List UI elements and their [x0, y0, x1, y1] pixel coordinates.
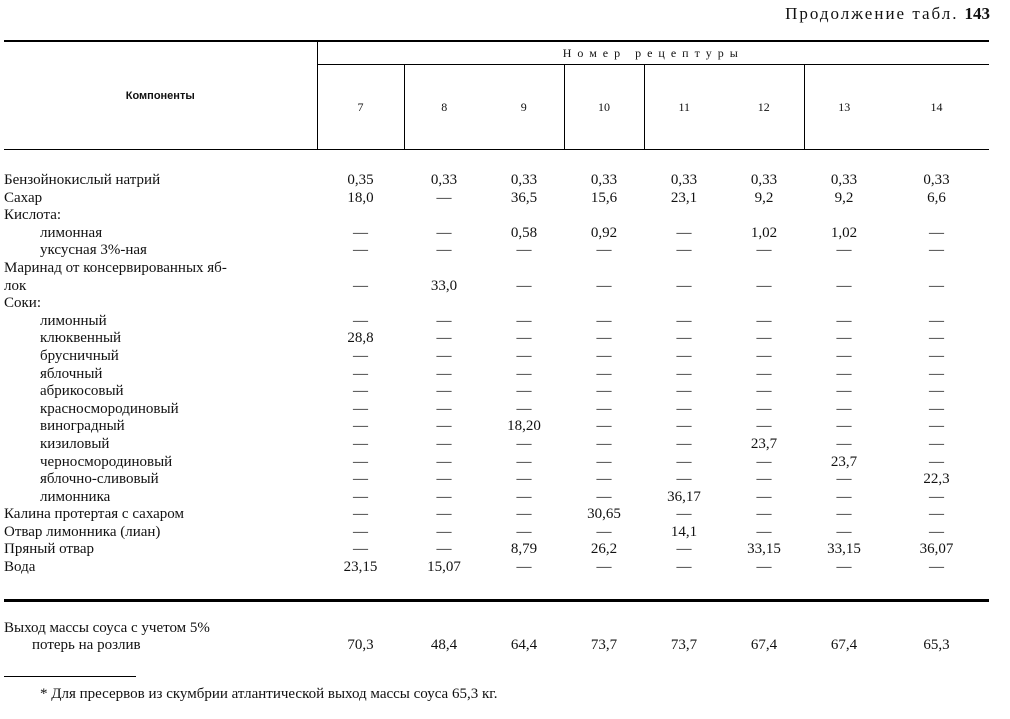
cell-value: [564, 207, 644, 225]
output-label-line1: Выход массы соуса с учетом 5%: [4, 619, 210, 636]
cell-value: —: [436, 347, 452, 364]
cell-value: [884, 260, 989, 278]
output-value: 64,4: [510, 637, 538, 654]
cell-value: —: [676, 224, 692, 241]
table-row: [4, 260, 989, 278]
cell-value: —: [353, 488, 368, 505]
cell-value: —: [929, 277, 944, 294]
cell-value: —: [596, 523, 612, 540]
column-header-7: 7: [317, 65, 404, 150]
cell-value: [884, 295, 989, 313]
cell-value: —: [436, 365, 452, 382]
cell-value: —: [596, 383, 612, 400]
cell-value: 0,35: [347, 172, 374, 188]
cell-value: —: [436, 488, 452, 505]
table-row: [4, 489, 989, 507]
cell-value: —: [929, 347, 944, 364]
column-header-8: 8: [441, 99, 448, 114]
cell-value: —: [516, 330, 532, 347]
table-row: [4, 207, 989, 225]
cell-value: —: [756, 400, 772, 417]
cell-value: 0,33: [430, 172, 458, 188]
cell-value: [564, 295, 644, 313]
cell-value: —: [353, 312, 368, 329]
cell-value: —: [596, 559, 612, 576]
component-name: брусничный: [40, 347, 119, 364]
cell-value: —: [929, 453, 944, 470]
table-body: [4, 150, 989, 655]
cell-value: —: [929, 506, 944, 523]
component-name: Соки:: [4, 295, 41, 312]
cell-value: 1,02: [830, 224, 858, 241]
cell-value: —: [516, 312, 532, 329]
cell-value: —: [436, 383, 452, 400]
cell-value: 8,79: [510, 541, 538, 558]
cell-value: —: [836, 277, 852, 294]
cell-value: [804, 207, 884, 225]
cell-value: —: [516, 347, 532, 364]
cell-value: —: [929, 365, 944, 382]
cell-value: —: [436, 506, 452, 523]
cell-value: —: [929, 523, 944, 540]
cell-value: 23,7: [830, 453, 858, 470]
cell-value: —: [836, 347, 852, 364]
output-value: 73,7: [670, 637, 698, 654]
cell-value: [484, 207, 564, 225]
cell-value: [317, 207, 404, 225]
cell-value: —: [756, 559, 772, 576]
table-continuation-header: [785, 4, 990, 24]
cell-value: [804, 260, 884, 278]
cell-value: —: [676, 471, 692, 488]
cell-value: —: [836, 506, 852, 523]
cell-value: —: [516, 471, 532, 488]
column-header-13: 13: [838, 99, 851, 114]
table-row: [4, 242, 989, 260]
table-row: [4, 436, 989, 454]
component-name: Маринад от консервированных яб-: [4, 259, 227, 276]
cell-value: 33,0: [430, 277, 458, 294]
component-name: Сахар: [4, 189, 43, 206]
cell-value: —: [353, 418, 368, 435]
cell-value: —: [836, 523, 852, 540]
column-header-9: 9: [484, 65, 564, 150]
cell-value: 26,2: [590, 541, 618, 558]
cell-value: —: [436, 453, 452, 470]
table-row: [4, 348, 989, 366]
cell-value: —: [596, 400, 612, 417]
cell-value: —: [756, 347, 772, 364]
component-name: красносмородиновый: [40, 400, 179, 417]
cell-value: —: [516, 453, 532, 470]
cell-value: —: [929, 418, 944, 435]
component-name: Отвар лимонника (лиан): [4, 523, 161, 540]
recipe-number-header: Номер рецептуры: [317, 41, 989, 65]
cell-value: [404, 207, 484, 225]
cell-value: —: [436, 189, 452, 206]
cell-value: —: [516, 488, 532, 505]
cell-value: 0,92: [590, 224, 618, 241]
column-header-12: 12: [724, 65, 804, 150]
cell-value: —: [516, 435, 532, 452]
table-row: [4, 524, 989, 542]
cell-value: —: [676, 435, 692, 452]
component-name: лимонный: [40, 312, 107, 329]
cell-value: —: [436, 471, 452, 488]
cell-value: 18,20: [507, 418, 541, 435]
cell-value: —: [836, 312, 852, 329]
component-name: уксусная 3%-ная: [40, 242, 147, 259]
table-row: [4, 506, 989, 524]
output-value: 65,3: [923, 637, 950, 654]
component-name: кизиловый: [40, 435, 110, 452]
cell-value: —: [756, 365, 772, 382]
cell-value: [644, 260, 724, 278]
cell-value: —: [516, 242, 532, 259]
cell-value: —: [929, 488, 944, 505]
cell-value: —: [929, 312, 944, 329]
cell-value: —: [836, 365, 852, 382]
cell-value: —: [436, 312, 452, 329]
cell-value: —: [676, 312, 692, 329]
cell-value: —: [929, 435, 944, 452]
cell-value: —: [756, 383, 772, 400]
column-header-14: 14: [930, 99, 943, 114]
cell-value: —: [756, 418, 772, 435]
table-row: [4, 313, 989, 331]
cell-value: —: [836, 471, 852, 488]
component-name: абрикосовый: [40, 383, 124, 400]
cell-value: [564, 260, 644, 278]
cell-value: —: [436, 400, 452, 417]
component-name: лок: [4, 277, 27, 294]
component-name: клюквенный: [40, 330, 122, 347]
continuation-label: Продолжение табл.: [785, 4, 959, 23]
cell-value: —: [516, 383, 532, 400]
cell-value: —: [836, 559, 852, 576]
output-value: 67,4: [750, 637, 778, 654]
cell-value: —: [676, 506, 692, 523]
cell-value: —: [353, 277, 368, 294]
recipe-table: [4, 40, 989, 655]
cell-value: —: [756, 330, 772, 347]
table-row: [4, 383, 989, 401]
cell-value: —: [676, 400, 692, 417]
cell-value: —: [756, 523, 772, 540]
cell-value: —: [353, 400, 368, 417]
cell-value: —: [596, 312, 612, 329]
table-row: [4, 278, 989, 296]
cell-value: —: [836, 330, 852, 347]
cell-value: 0,33: [590, 172, 618, 188]
cell-value: [884, 207, 989, 225]
cell-value: —: [516, 506, 532, 523]
component-name: Бензойнокислый натрий: [4, 172, 161, 188]
output-label-line2: потерь на розлив: [32, 637, 141, 654]
cell-value: —: [676, 330, 692, 347]
cell-value: —: [836, 435, 852, 452]
output-value: 48,4: [430, 637, 458, 654]
cell-value: —: [596, 330, 612, 347]
cell-value: —: [836, 383, 852, 400]
cell-value: —: [353, 541, 368, 558]
component-name: виноградный: [40, 418, 125, 435]
cell-value: —: [596, 435, 612, 452]
cell-value: —: [756, 506, 772, 523]
cell-value: 15,6: [590, 189, 618, 206]
cell-value: [317, 260, 404, 278]
cell-value: —: [353, 383, 368, 400]
component-name: яблочный: [40, 365, 103, 382]
cell-value: —: [596, 242, 612, 259]
component-name: Пряный отвар: [4, 541, 95, 558]
cell-value: 14,1: [670, 523, 698, 540]
cell-value: [724, 207, 804, 225]
cell-value: 0,33: [830, 172, 858, 188]
cell-value: [404, 295, 484, 313]
cell-value: 22,3: [923, 471, 950, 488]
cell-value: 0,33: [750, 172, 778, 188]
cell-value: —: [516, 365, 532, 382]
cell-value: 23,15: [343, 559, 378, 576]
cell-value: —: [676, 541, 692, 558]
component-name: Кислота:: [4, 207, 62, 224]
cell-value: 9,2: [834, 189, 854, 206]
cell-value: [404, 260, 484, 278]
cell-value: —: [929, 559, 944, 576]
cell-value: —: [596, 471, 612, 488]
cell-value: [724, 295, 804, 313]
footnote-divider: [4, 676, 136, 677]
output-value: 70,3: [347, 637, 374, 654]
cell-value: —: [676, 559, 692, 576]
cell-value: —: [436, 435, 452, 452]
cell-value: [484, 295, 564, 313]
table-header: [4, 41, 989, 150]
cell-value: —: [929, 383, 944, 400]
cell-value: [804, 295, 884, 313]
cell-value: —: [929, 330, 944, 347]
cell-value: 36,17: [667, 488, 701, 505]
cell-value: [644, 295, 724, 313]
cell-value: —: [836, 418, 852, 435]
cell-value: —: [836, 488, 852, 505]
cell-value: —: [676, 418, 692, 435]
cell-value: 6,6: [927, 189, 946, 206]
output-row: [4, 637, 989, 655]
cell-value: —: [756, 312, 772, 329]
cell-value: —: [516, 559, 532, 576]
cell-value: —: [353, 453, 368, 470]
components-header: Компоненты: [4, 41, 317, 150]
cell-value: 36,07: [919, 541, 954, 558]
table-row: [4, 541, 989, 559]
cell-value: [644, 207, 724, 225]
cell-value: —: [756, 488, 772, 505]
cell-value: 1,02: [750, 224, 778, 241]
cell-value: 23,1: [670, 189, 698, 206]
cell-value: —: [596, 277, 612, 294]
component-name: черносмородиновый: [40, 453, 173, 470]
component-name: яблочно-сливовый: [40, 471, 159, 488]
cell-value: [317, 295, 404, 313]
table-row: [4, 330, 989, 348]
cell-value: —: [596, 365, 612, 382]
table-row: [4, 366, 989, 384]
component-name: Вода: [4, 559, 36, 576]
cell-value: [484, 260, 564, 278]
cell-value: —: [836, 400, 852, 417]
cell-value: —: [676, 277, 692, 294]
cell-value: 33,15: [827, 541, 861, 558]
cell-value: —: [436, 330, 452, 347]
cell-value: 0,33: [923, 172, 950, 188]
table-row: [4, 454, 989, 472]
cell-value: —: [436, 418, 452, 435]
cell-value: 28,8: [347, 330, 374, 347]
cell-value: —: [596, 418, 612, 435]
output-row: [4, 620, 989, 638]
component-name: Калина протертая с сахаром: [4, 506, 185, 523]
cell-value: —: [836, 242, 852, 259]
cell-value: —: [596, 488, 612, 505]
cell-value: —: [596, 347, 612, 364]
cell-value: —: [436, 523, 452, 540]
cell-value: —: [353, 471, 368, 488]
cell-value: —: [353, 224, 368, 241]
cell-value: —: [436, 541, 452, 558]
cell-value: —: [676, 242, 692, 259]
cell-value: —: [436, 224, 452, 241]
component-name: лимонника: [40, 488, 111, 505]
cell-value: —: [676, 453, 692, 470]
cell-value: —: [756, 242, 772, 259]
output-value: 73,7: [590, 637, 618, 654]
cell-value: —: [353, 242, 368, 259]
table-row: [4, 401, 989, 419]
cell-value: 0,33: [510, 172, 538, 188]
component-name: лимонная: [40, 224, 103, 241]
table-row: [4, 190, 989, 208]
footnote: * Для пресервов из скумбрии атлантической выход массы соуса 65,3 кг.: [40, 686, 498, 702]
table-row: [4, 172, 989, 190]
cell-value: 18,0: [347, 189, 374, 206]
cell-value: 9,2: [754, 189, 774, 206]
column-header-11: 11: [678, 99, 691, 114]
cell-value: 36,5: [510, 189, 538, 206]
cell-value: —: [756, 471, 772, 488]
table-row: [4, 471, 989, 489]
cell-value: —: [929, 400, 944, 417]
cell-value: —: [436, 242, 452, 259]
table-row: [4, 295, 989, 313]
cell-value: —: [929, 224, 944, 241]
cell-value: —: [516, 277, 532, 294]
cell-value: —: [516, 523, 532, 540]
cell-value: —: [676, 347, 692, 364]
cell-value: —: [353, 523, 368, 540]
column-header-10: 10: [564, 65, 644, 150]
cell-value: 30,65: [587, 506, 621, 523]
table-number: 143: [964, 4, 990, 23]
table-row: [4, 418, 989, 436]
cell-value: —: [516, 400, 532, 417]
cell-value: —: [929, 242, 944, 259]
table-row: [4, 559, 989, 577]
cell-value: 23,7: [750, 435, 778, 452]
cell-value: —: [756, 453, 772, 470]
table-row: [4, 225, 989, 243]
cell-value: —: [353, 435, 368, 452]
output-value: 67,4: [830, 637, 858, 654]
cell-value: 15,07: [427, 559, 461, 576]
cell-value: —: [353, 506, 368, 523]
cell-value: —: [353, 365, 368, 382]
cell-value: 0,58: [510, 224, 538, 241]
cell-value: —: [596, 453, 612, 470]
cell-value: —: [676, 365, 692, 382]
cell-value: —: [353, 347, 368, 364]
cell-value: [724, 260, 804, 278]
cell-value: 0,33: [670, 172, 698, 188]
cell-value: —: [676, 383, 692, 400]
cell-value: —: [756, 277, 772, 294]
cell-value: 33,15: [747, 541, 781, 558]
